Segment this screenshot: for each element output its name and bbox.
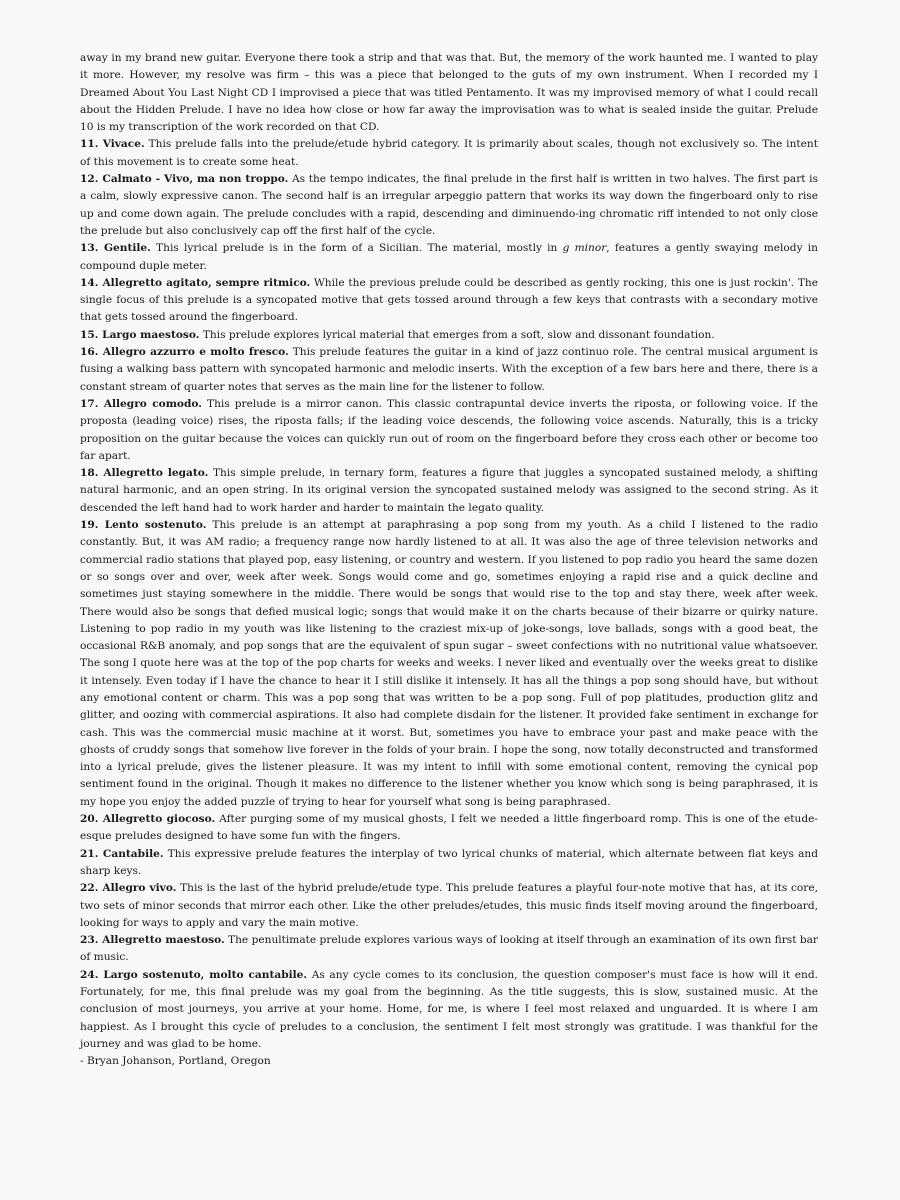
prelude-note [80, 846, 818, 881]
prelude-title: 24. Largo sostenuto, molto cantabile. [80, 968, 308, 981]
prelude-description: This is the last of the hybrid prelude/etude type. This prelude features a playful four-note motive that has, at its core, two sets of minor seconds that mirror each other. Like the other preludes/etudes, this music finds itself moving around the fingerboard, looking for ways to apply and vary the main motive. [80, 882, 819, 929]
prelude-title: 14. Allegretto agitato, sempre ritmico. [80, 276, 311, 289]
prelude-description: This prelude features the guitar in a kind of jazz continuo role. The central musical argument is fusing a walking bass pattern with syncopated harmonic and melodic inserts. With the exception of a few bars here and there, there is a constant stream of quarter notes that serves as the main line for the listener to follow. [80, 346, 818, 393]
prelude-description: This simple prelude, in ternary form, features a figure that juggles a syncopated sustained melody, a shifting natural harmonic, and an open string. In its original version the syncopated sustained melody was assigned to the second string. As it descended the left hand had to work harder and harder to maintain the legato quality. [80, 467, 818, 514]
intro-paragraph: away in my brand new guitar. Everyone there took a strip and that was that. But, the memory of the work haunted me. I wanted to play it more. However, my resolve was firm – this was a piece that belonged to the guts of my own instrument. When I recorded my I Dreamed About You Last Night CD I improvised a piece that was titled Pentamento. It was my improvised memory of what I could recall about the Hidden Prelude. I have no idea how close or how far away the improvisation was to what is sealed inside the guitar. Prelude 10 is my transcription of the work recorded on that CD. [80, 52, 818, 134]
prelude-note [80, 171, 818, 240]
prelude-title: 15. Largo maestoso. [80, 328, 200, 341]
prelude-note [80, 327, 818, 344]
prelude-title: 12. Calmato - Vivo, ma non troppo. [80, 173, 289, 186]
prelude-note [80, 275, 818, 327]
prelude-note [80, 967, 818, 1053]
prelude-note [80, 240, 818, 275]
prelude-note [80, 880, 818, 932]
prelude-description: This prelude is a mirror canon. This classic contrapuntal device inverts the riposta, or following voice. If the proposta (leading voice) rises, the riposta falls; if the leading voice descends, the following voice ascends. Naturally, this is a tricky proposition on the guitar because the voices can quickly run out of room on the fingerboard before they cross each other or become too far apart. [80, 397, 818, 462]
prelude-description-continued: , features a gently swaying melody in compound duple meter. [80, 242, 818, 272]
prelude-title: 17. Allegro comodo. [80, 397, 202, 410]
prelude-description: This lyrical prelude is in the form of a Sicilian. The material, mostly in [150, 242, 563, 255]
prelude-description: The penultimate prelude explores various ways of looking at itself through an examination of its own first bar of music. [80, 934, 818, 964]
prelude-title: 11. Vivace. [80, 138, 145, 151]
prelude-title: 22. Allegro vivo. [80, 882, 177, 895]
prelude-title: 21. Cantabile. [80, 847, 164, 860]
prelude-description: This prelude falls into the prelude/etude hybrid category. It is primarily about scales, though not exclusively so. The intent of this movement is to create some heat. [80, 138, 818, 168]
document-page [80, 50, 818, 1071]
prelude-title: 13. Gentile. [80, 242, 151, 255]
prelude-note [80, 517, 818, 811]
author-signature: - Bryan Johanson, Portland, Oregon [80, 1055, 271, 1068]
prelude-note [80, 136, 818, 171]
prelude-description: As any cycle comes to its conclusion, the question composer's must face is how will it end. Fortunately, for me, this final prelude was my goal from the beginning. As the title suggests, this is slow, sustained music. At the conclusion of most journeys, you arrive at your home. Home, for me, is where I feel most relaxed and unguarded. It is where I am happiest. As I brought this cycle of preludes to a conclusion, the sentiment I felt most strongly was gratitude. I was thankful for the journey and was glad to be home. [80, 968, 818, 1050]
prelude-title: 19. Lento sostenuto. [80, 519, 207, 532]
prelude-description: This expressive prelude features the interplay of two lyrical chunks of material, which alternate between flat keys and sharp keys. [80, 847, 818, 877]
prelude-key: g minor [562, 242, 607, 255]
prelude-title: 16. Allegro azzurro e molto fresco. [80, 346, 289, 359]
prelude-notes-list [80, 136, 818, 1053]
prelude-description: After purging some of my musical ghosts, I felt we needed a little fingerboard romp. This is one of the etude-esque preludes designed to have some fun with the fingers. [80, 813, 818, 843]
prelude-title: 18. Allegretto legato. [80, 467, 209, 480]
prelude-description: While the previous prelude could be described as gently rocking, this one is just rockin'. The single focus of this prelude is a syncopated motive that gets tossed around through a few keys that contrasts with a secondary motive that gets tossed around the fingerboard. [80, 276, 818, 324]
prelude-note [80, 811, 818, 846]
prelude-description: This prelude is an attempt at paraphrasing a pop song from my youth. As a child I listened to the radio constantly. But, it was AM radio; a frequency range now hardly listened to at all. It was also the age of three television networks and commercial radio stations that played pop, easy listening, or country and western. If you listened to pop radio you heard the same dozen or so songs over and over, week after week. Songs would come and go, sometimes enjoying a rapid rise and a quick decline and sometimes just staying somewhere in the middle. There would be songs that would rise to the top and stay there, week after week. There would also be songs that defied musical logic; songs that would make it on the charts because of their bizarre or quirky nature. Listening to pop radio in my youth was like listening to the craziest mix-up of joke-songs, love ballads, songs with a good beat, the occasional R&B anomaly, and pop songs that are the equivalent of spun sugar – sweet confections with no nutritional value whatsoever. The song I quote here was at the top of the pop charts for weeks and weeks. I never liked and eventually over the weeks great to dislike it intensely. Even today if I have the chance to hear it I still dislike it intensely. It has all the things a pop song should have, but without any emotional content or charm. This was a pop song that was written to be a pop song. Full of pop platitudes, production glitz and glitter, and oozing with commercial aspirations. It also had complete disdain for the listener. It provided fake sentiment in exchange for cash. This was the commercial music machine at it worst. But, sometimes you have to embrace your past and make peace with the ghosts of cruddy songs that somehow live forever in the folds of your brain. I hope the song, now totally deconstructed and transformed into a lyrical prelude, gives the listener pleasure. It was my intent to infill with some emotional content, removing the cynical pop sentiment found in the original. Though it makes no difference to the listener whether you know which song is being paraphrased, it is my hope you enjoy the added puzzle of trying to hear for yourself what song is being paraphrased. [80, 519, 818, 808]
prelude-note [80, 344, 818, 396]
prelude-description: This prelude explores lyrical material that emerges from a soft, slow and dissonant foundation. [199, 328, 715, 341]
prelude-note [80, 396, 818, 465]
prelude-description: As the tempo indicates, the final prelude in the first half is written in two halves. The first part is a calm, slowly expressive canon. The second half is an irregular arpeggio pattern that works its way down the fingerboard only to rise up and come down again. The prelude concludes with a rapid, descending and diminuendo-ing chromatic riff intended to not only close the prelude but also conclusively cap off the first half of the cycle. [80, 173, 818, 237]
prelude-title: 23. Allegretto maestoso. [80, 934, 225, 947]
prelude-title: 20. Allegretto giocoso. [80, 813, 216, 826]
prelude-note [80, 932, 818, 967]
prelude-note [80, 465, 818, 517]
